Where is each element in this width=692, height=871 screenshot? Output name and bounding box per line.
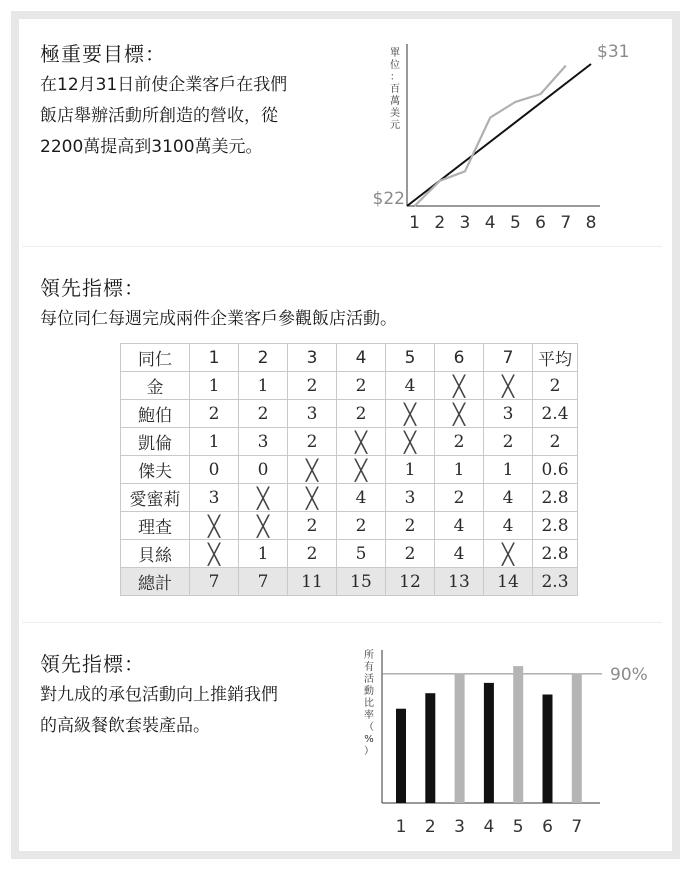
table-cell: 4 xyxy=(337,344,386,372)
table-cell: 2 xyxy=(337,400,386,428)
section3-description: 對九成的承包活動向上推銷我們 的高級餐飲套裝產品。 xyxy=(40,685,278,736)
cross-mark-cell: ╳ xyxy=(386,400,435,428)
table-cell: 4 xyxy=(484,512,533,540)
bar xyxy=(484,683,494,803)
table-row xyxy=(121,512,578,540)
table-cell: 2 xyxy=(337,372,386,400)
table-cell: 2.8 xyxy=(533,512,578,540)
table-cell: 3 xyxy=(288,400,337,428)
table-cell: 2 xyxy=(484,428,533,456)
bar xyxy=(572,674,582,803)
cross-mark-cell: ╳ xyxy=(386,428,435,456)
cross-mark-cell: ╳ xyxy=(239,512,288,540)
table-cell: 13 xyxy=(435,568,484,596)
table-row xyxy=(121,540,578,568)
x-tick-label: 1 xyxy=(395,817,407,837)
x-tick-label: 4 xyxy=(483,817,495,837)
section-divider-1 xyxy=(22,246,662,247)
table-cell: 1 xyxy=(239,540,288,568)
table-cell: 12 xyxy=(386,568,435,596)
table-cell: 4 xyxy=(484,484,533,512)
table-cell: 6 xyxy=(435,344,484,372)
row-label-cell: 傑夫 xyxy=(121,456,190,484)
table-cell: 2 xyxy=(239,400,288,428)
row-label-cell: 理查 xyxy=(121,512,190,540)
table-cell: 0.6 xyxy=(533,456,578,484)
table-cell: 4 xyxy=(386,372,435,400)
table-cell: 2 xyxy=(239,344,288,372)
table-cell: 11 xyxy=(288,568,337,596)
table-cell: 1 xyxy=(190,344,239,372)
row-label-cell: 同仁 xyxy=(121,344,190,372)
table-cell: 2.4 xyxy=(533,400,578,428)
row-label-cell: 愛蜜莉 xyxy=(121,484,190,512)
table-cell: 2 xyxy=(288,540,337,568)
cross-mark-cell: ╳ xyxy=(190,540,239,568)
table-cell: 3 xyxy=(288,344,337,372)
start-value-label: $22 xyxy=(372,189,405,209)
bar xyxy=(513,666,523,803)
cross-mark-cell: ╳ xyxy=(190,512,239,540)
table-row xyxy=(121,372,578,400)
bar xyxy=(396,709,406,803)
x-tick-label: 3 xyxy=(459,213,471,233)
table-cell: 0 xyxy=(190,456,239,484)
table-cell: 2 xyxy=(288,372,337,400)
table-cell: 3 xyxy=(386,484,435,512)
table-cell: 2 xyxy=(533,372,578,400)
table-row xyxy=(121,428,578,456)
table-cell: 4 xyxy=(337,484,386,512)
table-cell: 2 xyxy=(386,512,435,540)
table-cell: 4 xyxy=(435,512,484,540)
table-cell: 1 xyxy=(239,372,288,400)
table-cell: 1 xyxy=(435,456,484,484)
table-cell: 3 xyxy=(190,484,239,512)
y-axis-label: 單位：百萬美元 xyxy=(390,48,400,131)
table-cell: 1 xyxy=(386,456,435,484)
row-label-cell: 凱倫 xyxy=(121,428,190,456)
table-cell: 2.3 xyxy=(533,568,578,596)
section-divider-2 xyxy=(22,622,662,623)
actual-line xyxy=(415,66,566,206)
cross-mark-cell: ╳ xyxy=(484,540,533,568)
x-tick-label: 3 xyxy=(454,817,466,837)
cross-mark-cell: ╳ xyxy=(484,372,533,400)
y-axis-label: 所有活動比率（%） xyxy=(364,650,374,757)
table-cell: 14 xyxy=(484,568,533,596)
cross-mark-cell: ╳ xyxy=(337,456,386,484)
table-cell: 2 xyxy=(288,512,337,540)
table-cell: 平均 xyxy=(533,344,578,372)
table-cell: 2 xyxy=(337,512,386,540)
table-cell: 1 xyxy=(484,456,533,484)
table-row xyxy=(121,456,578,484)
section1-description: 在12月31日前使企業客戶在我們 飯店舉辦活動所創造的營收，從 2200萬提高到3100萬美元。 xyxy=(40,75,288,157)
table-cell: 7 xyxy=(239,568,288,596)
x-tick-label: 7 xyxy=(571,817,583,837)
table-cell: 2 xyxy=(533,428,578,456)
table-cell: 2 xyxy=(190,400,239,428)
x-tick-label: 8 xyxy=(585,213,597,233)
table-cell: 15 xyxy=(337,568,386,596)
table-row xyxy=(121,400,578,428)
table-cell: 5 xyxy=(386,344,435,372)
table-cell: 5 xyxy=(337,540,386,568)
end-value-label: $31 xyxy=(597,42,630,62)
bar xyxy=(455,674,465,803)
table-cell: 2 xyxy=(386,540,435,568)
table-cell: 2.8 xyxy=(533,540,578,568)
section1-heading: 極重要目標： xyxy=(40,42,166,66)
table-cell: 2 xyxy=(288,428,337,456)
bar-chart xyxy=(352,640,662,845)
cross-mark-cell: ╳ xyxy=(239,484,288,512)
cross-mark-cell: ╳ xyxy=(435,372,484,400)
table-cell: 2 xyxy=(435,428,484,456)
cross-mark-cell: ╳ xyxy=(435,400,484,428)
section2-heading: 領先指標： xyxy=(40,276,145,300)
scoreboard-table xyxy=(120,343,578,596)
table-cell: 4 xyxy=(435,540,484,568)
row-label-cell: 總計 xyxy=(121,568,190,596)
cross-mark-cell: ╳ xyxy=(288,456,337,484)
cross-mark-cell: ╳ xyxy=(288,484,337,512)
target-label: 90% xyxy=(610,664,648,685)
table-cell: 7 xyxy=(484,344,533,372)
table-cell: 2 xyxy=(435,484,484,512)
table-total-row xyxy=(121,568,578,596)
x-tick-label: 6 xyxy=(535,213,547,233)
x-tick-label: 1 xyxy=(409,213,420,233)
line-chart xyxy=(355,30,655,235)
bar xyxy=(425,693,435,803)
table-cell: 3 xyxy=(484,400,533,428)
cross-mark-cell: ╳ xyxy=(337,428,386,456)
row-label-cell: 鮑伯 xyxy=(121,400,190,428)
x-tick-label: 5 xyxy=(512,817,524,837)
row-label-cell: 貝絲 xyxy=(121,540,190,568)
x-tick-label: 2 xyxy=(424,817,436,837)
bar xyxy=(543,695,553,804)
table-cell: 2.8 xyxy=(533,484,578,512)
row-label-cell: 金 xyxy=(121,372,190,400)
table-header-row xyxy=(121,344,578,372)
table-cell: 0 xyxy=(239,456,288,484)
table-cell: 1 xyxy=(190,428,239,456)
x-tick-label: 7 xyxy=(560,213,572,233)
x-tick-label: 5 xyxy=(509,213,521,233)
section2-description: 每位同仁每週完成兩件企業客戶參觀飯店活動。 xyxy=(40,309,397,329)
table-cell: 1 xyxy=(190,372,239,400)
x-tick-label: 2 xyxy=(434,213,446,233)
table-cell: 7 xyxy=(190,568,239,596)
table-cell: 3 xyxy=(239,428,288,456)
section3-heading: 領先指標： xyxy=(40,652,145,676)
x-tick-label: 4 xyxy=(484,213,496,233)
x-tick-label: 6 xyxy=(542,817,553,837)
table-row xyxy=(121,484,578,512)
